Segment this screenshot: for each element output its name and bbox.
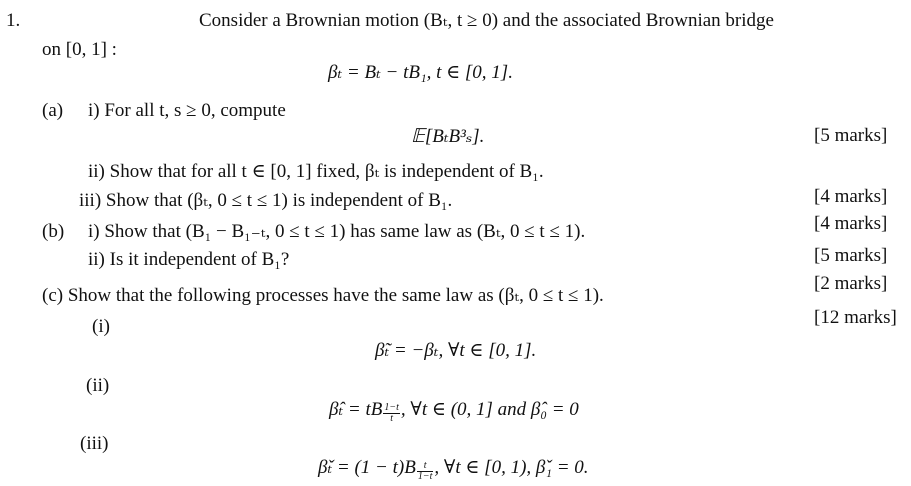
part-a-ii-marks: [4 marks] — [814, 186, 888, 207]
part-a-ii-text: ii) Show that for all t ∈ [0, 1] fixed, βₜ is independent of B₁. — [88, 161, 544, 182]
part-c-marks: [12 marks] — [814, 307, 897, 328]
part-b-ii-text: ii) Is it independent of B₁? — [88, 249, 290, 270]
intro-line-1: Consider a Brownian motion (Bₜ, t ≥ 0) and the associated Brownian bridge — [199, 10, 774, 31]
part-c-iii-fraction-denominator: 1−t — [417, 471, 433, 482]
bridge-definition: βₜ = Bₜ − tB₁, t ∈ [0, 1]. — [328, 62, 513, 83]
part-a-i-marks: [5 marks] — [814, 125, 888, 146]
part-c-iii-formula-end: , ∀t ∈ [0, 1), β̌₁ = 0. — [434, 457, 589, 478]
part-b-label: (b) — [42, 221, 65, 242]
part-b-ii-marks: [2 marks] — [814, 273, 888, 294]
part-a-label: (a) — [42, 100, 64, 121]
part-c-iii-label: (iii) — [80, 433, 109, 454]
question-number: 1. — [6, 10, 21, 31]
part-c-ii-formula-start: β̂ₜ = tB — [329, 399, 383, 420]
part-a-i-text: i) For all t, s ≥ 0, compute — [88, 100, 286, 121]
part-c-i-formula: β̃ₜ = −βₜ, ∀t ∈ [0, 1]. — [375, 340, 537, 361]
part-c-ii-label: (ii) — [86, 375, 110, 396]
part-c-text: (c) Show that the following processes have the same law as (βₜ, 0 ≤ t ≤ 1). — [42, 285, 604, 306]
intro-line-2: on [0, 1] : — [42, 39, 117, 60]
part-c-ii-fraction-numerator: 1−t — [384, 402, 399, 413]
part-a-iii-marks: [4 marks] — [814, 213, 888, 234]
part-c-iii-formula — [318, 458, 589, 482]
part-a-i-formula: 𝔼[BₜB³ₛ]. — [411, 126, 485, 147]
part-c-iii-fraction-numerator: t — [417, 461, 434, 472]
part-c-iii-fraction — [417, 461, 434, 482]
part-c-i-label: (i) — [92, 316, 110, 337]
part-c-ii-formula-end: , ∀t ∈ (0, 1] and β̂₀ = 0 — [400, 399, 579, 420]
part-b-i-text: i) Show that (B₁ − B₁₋ₜ, 0 ≤ t ≤ 1) has same law as (Bₜ, 0 ≤ t ≤ 1). — [88, 221, 586, 242]
part-c-iii-formula-start: β̌ₜ = (1 − t)B — [318, 457, 416, 478]
part-c-ii-fraction-denominator: t — [390, 413, 394, 424]
part-c-ii-fraction — [383, 403, 400, 424]
part-c-ii-formula — [329, 400, 579, 424]
part-b-i-marks: [5 marks] — [814, 245, 888, 266]
part-a-iii-text: iii) Show that (βₜ, 0 ≤ t ≤ 1) is independent of B₁. — [79, 190, 453, 211]
